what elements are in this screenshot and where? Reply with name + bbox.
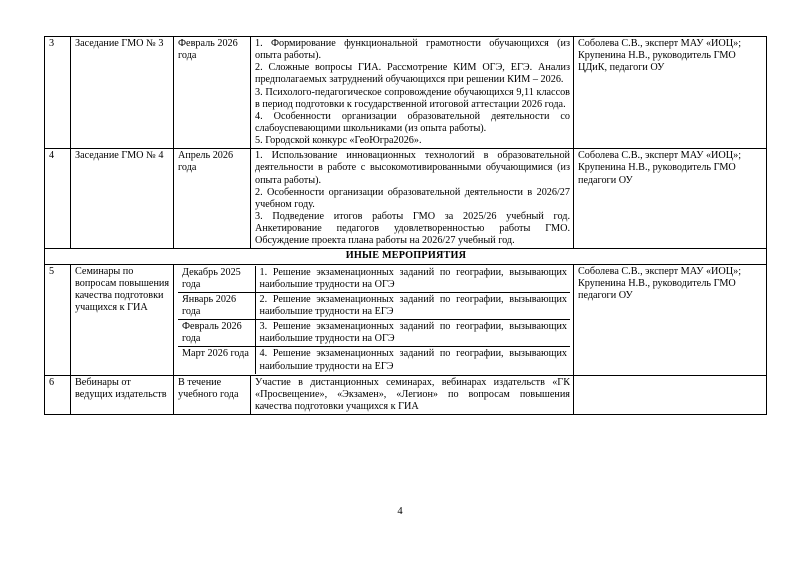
event-date: Апрель 2026 года <box>178 150 234 174</box>
agenda-item: Участие в дистанционных семинарах, вебинарах издательств «ГК «Просвещение», «Экзамен», «Легион» по вопросам повышения качества подготовки учащихся к ГИА <box>255 376 570 412</box>
table-row <box>45 264 767 375</box>
seminar-topic: 3. Решение экзаменационных заданий по географии, вызывающих наибольшие трудности на ОГЭ <box>259 321 567 345</box>
seminar-topic: 1. Решение экзаменационных заданий по географии, вызывающих наибольшие трудности на ОГЭ <box>259 266 567 290</box>
seminar-subrow <box>178 320 570 347</box>
section-header-label: ИНЫЕ МЕРОПРИЯТИЯ <box>345 250 467 262</box>
event-date-cell <box>174 149 251 249</box>
event-agenda-cell <box>251 37 574 149</box>
seminar-date-cell <box>178 320 255 347</box>
agenda-item: 2. Особенности организации образовательной деятельности в 2026/27 учебном году. <box>255 186 570 210</box>
seminar-subrows-table <box>178 266 570 374</box>
agenda-item: 3. Подведение итогов работы ГМО за 2025/26 учебный год. Анкетирование педагогов удовлетворенностью работы ГМО. Обсуждение проекта плана работы на 2026/27 учебный год. <box>255 210 570 247</box>
section-header-cell <box>45 249 767 264</box>
seminar-topic-cell <box>255 320 570 347</box>
row-number: 6 <box>49 376 55 388</box>
row-number-cell <box>45 37 71 149</box>
agenda-item: 4. Особенности организации образовательной деятельности со слабоуспевающими школьниками (из опыта работы). <box>255 110 570 134</box>
responsible-cell <box>574 37 767 149</box>
event-name-cell <box>71 375 174 414</box>
event-name-cell <box>71 37 174 149</box>
agenda-item: 5. Городской конкурс «ГеоЮгра2026». <box>255 135 422 147</box>
event-name-cell <box>71 264 174 375</box>
row-number: 3 <box>49 38 55 49</box>
seminar-topic: 4. Решение экзаменационных заданий по географии, вызывающих наибольшие трудности на ЕГЭ <box>259 348 567 372</box>
responsible-cell <box>574 149 767 249</box>
seminar-topic: 2. Решение экзаменационных заданий по географии, вызывающих наибольшие трудности на ЕГЭ <box>259 293 567 317</box>
event-name: Вебинары от ведущих издательств <box>75 376 167 400</box>
event-name: Заседание ГМО № 4 <box>75 150 164 162</box>
seminar-subrows-cell <box>174 264 574 375</box>
event-date-cell <box>174 375 251 414</box>
table-row <box>45 149 767 249</box>
responsible-cell <box>574 264 767 375</box>
seminar-date: Февраль 2026 года <box>182 321 242 345</box>
agenda-item: 2. Сложные вопросы ГИА. Рассмотрение КИМ ОГЭ, ЕГЭ. Анализ предполагаемых затруднений обучающихся при решении КИМ – 2026. <box>255 62 570 86</box>
seminar-topic-cell <box>255 347 570 374</box>
event-name: Заседание ГМО № 3 <box>75 38 164 49</box>
row-number-cell <box>45 375 71 414</box>
seminar-subrow <box>178 292 570 319</box>
page-number: 4 <box>397 506 403 517</box>
table-row <box>45 37 767 149</box>
seminar-date-cell <box>178 292 255 319</box>
seminar-subrow <box>178 347 570 374</box>
seminar-date-cell <box>178 266 255 293</box>
event-agenda-cell <box>251 149 574 249</box>
work-plan-table <box>44 36 767 415</box>
seminar-topic-cell <box>255 266 570 293</box>
table-row <box>45 375 767 414</box>
row-number: 4 <box>49 150 55 162</box>
event-name-cell <box>71 149 174 249</box>
responsible-persons: Соболева С.В., эксперт МАУ «ИОЦ»; Крупенина Н.В., руководитель ГМО ЦДиК, педагоги ОУ <box>578 38 742 74</box>
seminar-topic-cell <box>255 292 570 319</box>
seminar-date-cell <box>178 347 255 374</box>
event-date: В течение учебного года <box>178 376 239 400</box>
event-agenda-cell <box>251 375 574 414</box>
event-name: Семинары по вопросам повышения качества подготовки учащихся к ГИА <box>75 265 170 313</box>
agenda-item: 1. Формирование функциональной грамотности обучающихся (из опыта работы). <box>255 38 570 62</box>
seminar-date: Январь 2026 года <box>182 293 237 317</box>
event-date-cell <box>174 37 251 149</box>
row-number: 5 <box>49 265 55 277</box>
section-header-row <box>45 249 767 264</box>
agenda-item: 1. Использование инновационных технологий в образовательной деятельности в работе с высокомотивированными обучающимися (из опыта работы). <box>255 150 570 186</box>
seminar-subrow <box>178 266 570 293</box>
agenda-item: 3. Психолого-педагогическое сопровождение обучающихся 9,11 классов в период подготовки к государственной итоговой аттестации 2026 года. <box>255 86 570 110</box>
row-number-cell <box>45 149 71 249</box>
seminar-date: Декабрь 2025 года <box>182 266 241 290</box>
responsible-persons: Соболева С.В., эксперт МАУ «ИОЦ»; Крупенина Н.В., руководитель ГМО педагоги ОУ <box>578 150 742 186</box>
responsible-cell <box>574 375 767 414</box>
responsible-persons: Соболева С.В., эксперт МАУ «ИОЦ»; Крупенина Н.В., руководитель ГМО педагоги ОУ <box>578 265 742 301</box>
row-number-cell <box>45 264 71 375</box>
seminar-date: Март 2026 года <box>182 348 249 360</box>
event-date: Февраль 2026 года <box>178 38 238 62</box>
